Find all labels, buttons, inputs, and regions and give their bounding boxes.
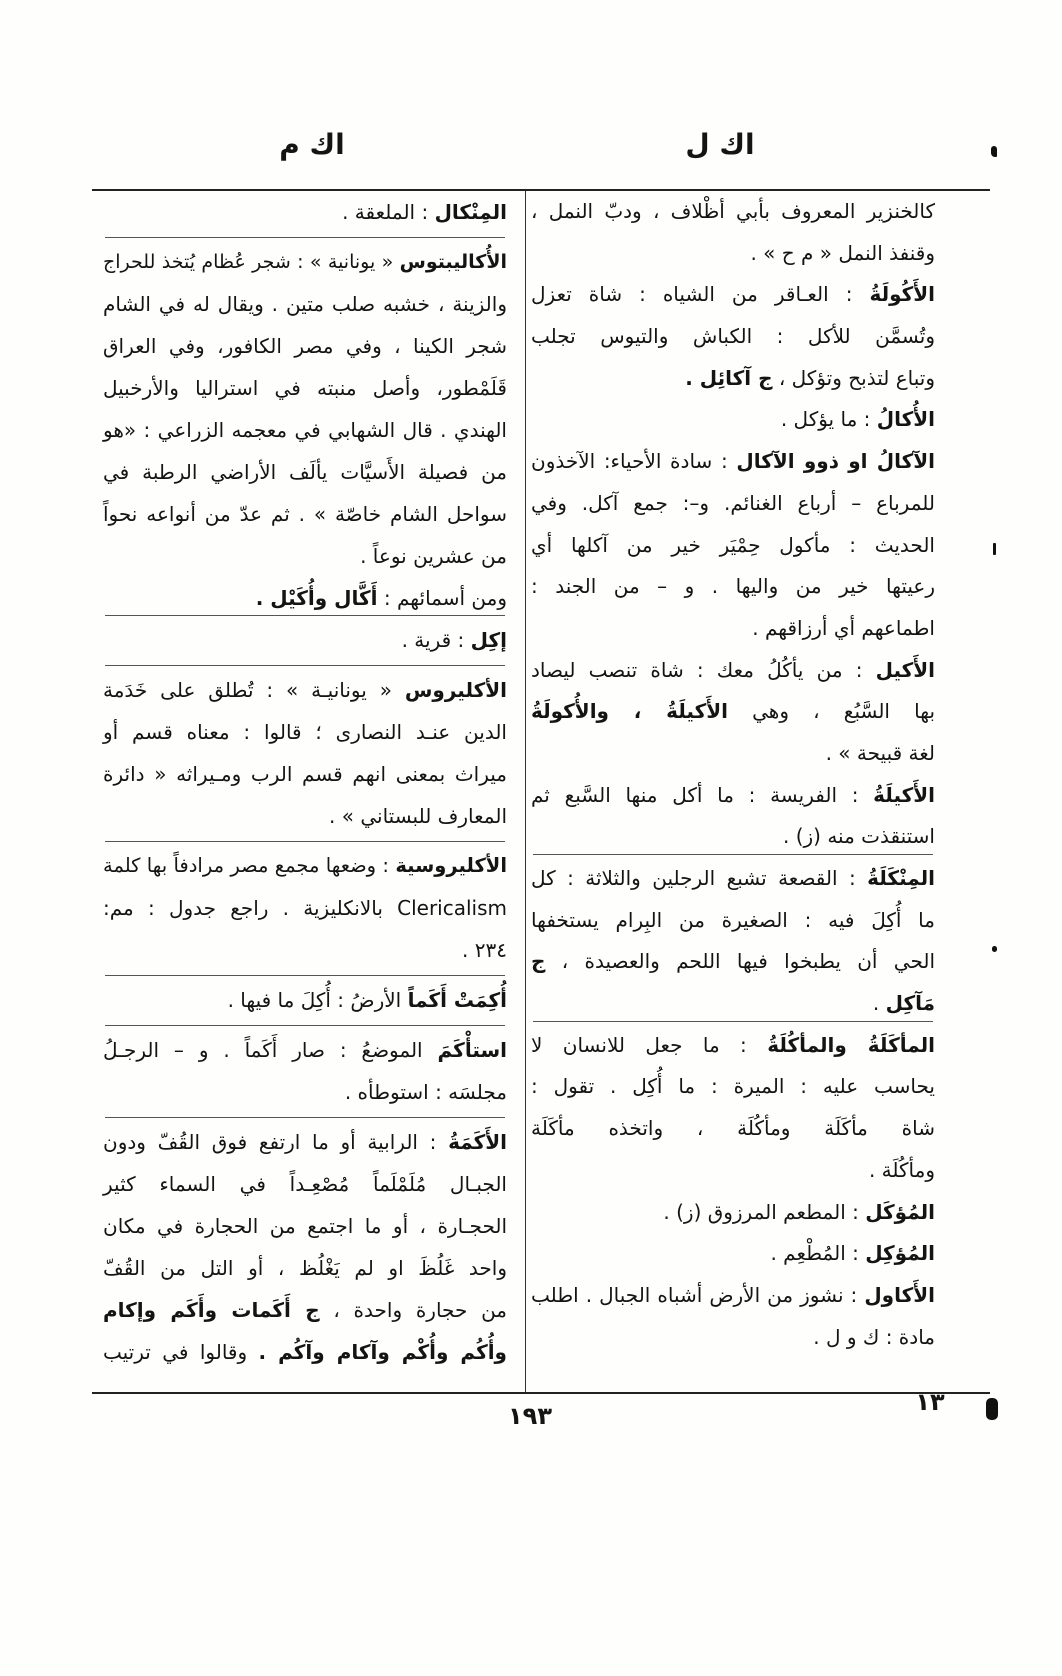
definition-text: « يونانية » : شجر عُظام يُتخذ للحراج [103, 251, 394, 273]
entry-line [103, 1205, 507, 1247]
entry-line [103, 669, 507, 711]
scan-mark [991, 146, 997, 157]
entry-line [531, 1275, 935, 1317]
definition-text: مجلسَه : استوطأه . [344, 1080, 507, 1104]
entry-line [531, 191, 935, 233]
definition-text: وقالوا في ترتيب [103, 1340, 248, 1364]
scan-mark [992, 946, 997, 952]
headword: المُؤكِل [865, 1241, 935, 1266]
definition-text: الجبـال مُلَمْلَماً مُصْعِـداً في السماء كثير [103, 1172, 507, 1196]
headword: المِنْكَلَةُ [867, 866, 936, 890]
entry-line [531, 900, 935, 942]
definition-text: شاة مأكَلَة ومأكُلَة ، واتخذه مأكَلَة [531, 1116, 935, 1141]
entry-line [103, 283, 507, 325]
definition-text: : سادة الأحياء: الآخذون [531, 449, 728, 474]
definition-text: ميراث بمعنى انهم قسم الرب ومـيراثه « دائرة [103, 762, 507, 786]
headword: الأُكالُ [876, 407, 935, 432]
right-column [531, 191, 935, 1358]
entry-line [103, 1331, 507, 1373]
definition-text: : الرابية أو ما ارتفع فوق القُفّ ودون [103, 1130, 437, 1154]
entry-line [531, 1066, 935, 1108]
definition-text: Clericalism بالانكليزية . راجع جدول : مم: [103, 896, 507, 920]
definition-text: استنقذت منه (ز) . [783, 824, 935, 849]
entry-line [531, 483, 935, 525]
headword: المأكَلَةُ والمأكُلَةُ [767, 1032, 936, 1057]
headword: الأَكيلَةُ [873, 782, 935, 807]
definition-text: : ما جعل للانسان لا [531, 1032, 747, 1057]
definition-text: قَلَمْطور، وأصل منبته في استراليا والأرخبيل [103, 376, 507, 400]
definition-text: لغة قبيحة » . [825, 740, 935, 765]
definition-text: : المطعم المرزوق (ز) . [663, 1199, 859, 1224]
headword: المِنْكال [434, 200, 507, 224]
headword: الأَكيل [875, 657, 935, 682]
headword: أُكِمَتْ أَكَماً [407, 988, 507, 1012]
column-divider [525, 191, 526, 1392]
definition-text: ومن أسمائهم : [383, 586, 507, 610]
entry-line [531, 399, 935, 441]
definition-text: : قرية . [401, 628, 465, 652]
entry-line [103, 493, 507, 535]
definition-text: الحجـارة ، أو ما اجتمع من الحجارة في مكان [103, 1214, 507, 1238]
definition-text: بها السَّبُع ، وهي [752, 699, 936, 724]
entry-line [531, 858, 935, 900]
definition-text: يحاسب عليه : الميرة : ما أُكِل . تقول : [531, 1074, 935, 1099]
entry-line [531, 441, 935, 483]
emphasis-text: الأَكيلَةُ ، والأُكولَةُ [531, 699, 728, 724]
definition-text: : الملعقة . [342, 200, 429, 224]
plural-form: وأُكُم وأُكْم وآكام وآكُم . [258, 1340, 507, 1364]
definition-text: مادة : ك و ل . [813, 1324, 935, 1349]
entry-line [103, 367, 507, 409]
definition-text: وتُسمَّن للأكل : الكباش والتيوس تجلب [531, 324, 935, 349]
definition-text: اطماعهم أي أرزاقهم . [752, 615, 935, 640]
headword: إكِل [470, 628, 507, 652]
entry-line [531, 316, 935, 358]
definition-text: : وضعها مجمع مصر مرادفاً بها كلمة [103, 854, 389, 877]
entry-line [103, 845, 507, 887]
definition-text: ومأكُلَة . [868, 1157, 935, 1182]
definition-text: والزينة ، خشبه صلب متين . ويقال له في الشام [103, 292, 507, 316]
definition-text: : القصعة تشبع الرجلين والثلاثة : كل [531, 866, 856, 890]
entry-line [103, 1071, 507, 1113]
entry-line [531, 233, 935, 275]
entry-line [531, 1317, 935, 1359]
definition-text: : ما يؤكل . [780, 407, 871, 432]
plural-form: ج آكائِل . [685, 365, 773, 390]
entry-line [531, 733, 935, 775]
entry-line [531, 566, 935, 608]
entry-line [103, 753, 507, 795]
definition-text: للمرباع – أرباع الغنائم. و–: جمع آكل. وفي [531, 490, 935, 515]
definition-text: الحي أن يطبخوا فيها اللحم والعصيدة ، [561, 949, 936, 974]
definition-text: رعيتها خير من واليها . و – من الجند : [531, 574, 935, 599]
headword: استأْكَمَ [437, 1038, 508, 1062]
entry-line [103, 191, 507, 233]
definition-text: من عشرين نوعاً . [360, 544, 507, 568]
headword: الأَكاول [864, 1282, 935, 1307]
entry-line [103, 1247, 507, 1289]
headword: الأكليروس [404, 678, 507, 702]
definition-text: من فصيلة الأَسيَّات يألَف الأراضي الرطبة في [103, 460, 507, 484]
plural-form: مَآكِل [885, 991, 935, 1016]
section-number: ١٣ [915, 1388, 945, 1416]
entry-line [531, 775, 935, 817]
definition-text: ما أُكِلَ فيه : الصغيرة من البِرام يستخفها [531, 907, 935, 932]
entry-line [103, 1121, 507, 1163]
definition-text: المعارف للبستاني » . [329, 804, 507, 828]
entry-line [103, 1289, 507, 1331]
emphasis-text: أَكَّال وأُكَيْل . [255, 586, 378, 610]
entry-line [103, 619, 507, 661]
definition-text: الموضعُ : صار أَكَماً . و – الرجـلُ [103, 1038, 423, 1062]
definition-text: ٢٣٤ . [462, 938, 507, 962]
entry-line [103, 451, 507, 493]
footer-rule [92, 1392, 990, 1394]
scan-mark [993, 543, 996, 555]
definition-text: الأرضُ : أُكِلَ ما فيها . [227, 988, 402, 1012]
plural-form: ج أَكَمات وأَكَم وإكام [103, 1298, 320, 1322]
entry-line [103, 577, 507, 619]
entry-line [531, 608, 935, 650]
running-header-left: اك م [279, 128, 345, 161]
definition-text: كالخنزير المعروف بأبي أظْلاف ، ودبّ النمل ، [531, 199, 935, 223]
definition-text: من حجارة واحدة ، [333, 1298, 508, 1322]
entry-line [531, 525, 935, 567]
entry-line [531, 1025, 935, 1067]
entry-line [531, 358, 935, 400]
definition-text: الدين عنـد النصارى ؛ قالوا : معناه قسم أو [103, 720, 507, 744]
definition-text: واحد غَلُظَ او لم يَغْلُظ ، أو التل من القُفّ [103, 1256, 507, 1280]
definition-text: . [872, 991, 880, 1016]
definition-text: شجر الكينا ، وفي مصر الكافور، وفي العراق [103, 334, 507, 358]
page-number: ١٩٣ [508, 1402, 552, 1430]
running-header-right: اك ل [685, 128, 755, 161]
definition-text: الحديث : مأكول حِمْيَر خير من آكلها أي [531, 532, 935, 557]
left-column [103, 191, 507, 1373]
entry-line [103, 795, 507, 837]
headword: الأَكَمَةُ [448, 1130, 507, 1154]
definition-text: وقنفذ النمل « م ح » . [750, 240, 935, 265]
entry-line [531, 941, 935, 983]
entry-line [531, 1192, 935, 1234]
entry-line [103, 711, 507, 753]
entry-line [531, 650, 935, 692]
entry-line [103, 979, 507, 1021]
definition-text: سواحل الشام خاصّة » . ثم عدّ من أنواعه نحواً [103, 502, 507, 526]
entry-line [103, 929, 507, 971]
entry-line [531, 1233, 935, 1275]
scan-mark [986, 1398, 998, 1420]
entry-line [531, 816, 935, 858]
definition-text: : العـاقر من الشياه : شاة تعزل [531, 282, 853, 307]
headword: المُؤكَل [865, 1199, 935, 1224]
entry-line [103, 1163, 507, 1205]
definition-text: وتباع لتذبح وتؤكل ، [778, 365, 935, 390]
entry-line [103, 409, 507, 451]
entry-line [531, 274, 935, 316]
entry-line [103, 1029, 507, 1071]
headword: الآكالُ او ذوو الآكال [736, 449, 935, 474]
headword: الأكليروسية [395, 854, 508, 877]
definition-text: الهندي . قال الشهابي في معجمه الزراعي : «هو [103, 418, 507, 442]
headword: الأُكاليبتوس [399, 251, 507, 273]
entry-line [531, 1150, 935, 1192]
plural-marker: ج [531, 949, 546, 974]
entry-line [103, 535, 507, 577]
definition-text: : المُطْعِم . [770, 1241, 859, 1266]
entry-line [531, 983, 935, 1025]
entry-line [103, 887, 507, 929]
entry-line [531, 691, 935, 733]
definition-text: : من يأكُلُ معك : شاة تنصب ليصاد [531, 657, 863, 682]
entry-line [531, 1108, 935, 1150]
headword: الأَكُولَةُ [869, 282, 935, 307]
definition-text: : الفريسة : ما أكل منها السَّبع ثم [531, 782, 859, 807]
entry-line [103, 241, 507, 283]
definition-text: « يونانيـة » : تُطلق على خَدَمة [103, 678, 392, 702]
definition-text: : نشوز من الأرض أشباه الجبال . اطلب [531, 1282, 858, 1307]
entry-line [103, 325, 507, 367]
